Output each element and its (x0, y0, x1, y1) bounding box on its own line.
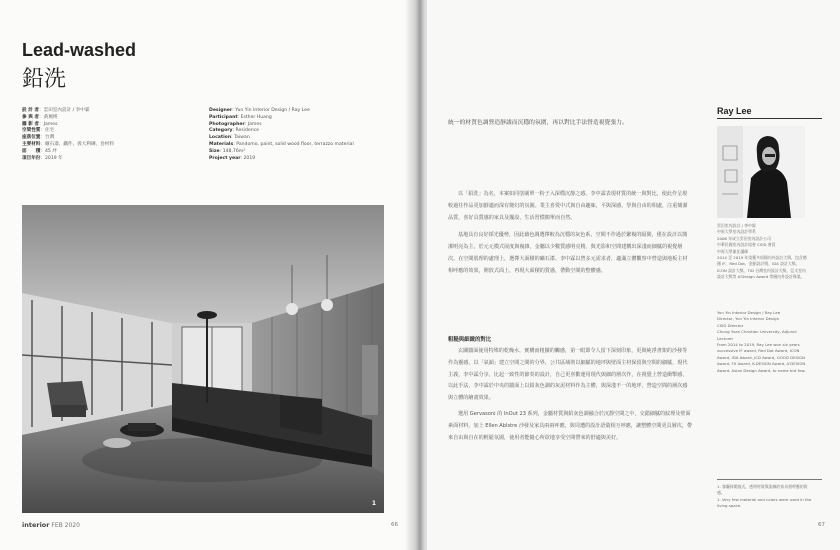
magazine-name: interior (22, 521, 50, 529)
author-portrait (717, 126, 805, 218)
body-text-2 (448, 346, 692, 444)
bio-zh: 雲田室內設計 / 李中霖 中原大學室內設計學系 2006 年成立雲田室內設計公司 中華民國室內設計協會 CSID 會員 中原大學兼任講師 2014 至 2019 年榮獲多項國內外設計大獎，包含德國 iF、Red Dot、金點設計獎、IDA 設計大獎、ICON 設計大獎、TID 台灣室內設計大獎，亞太室內設計大獎等 A'Design Award 等國內外設計殊榮。 (717, 223, 807, 280)
paragraph: 選用 Gervasoni 的 InOut 23 系列，金屬材質與鉛灰色調融合於沉靜空間之中，交錯細膩的紋理及壁面素面材料，加上 Ellen Ablstre 沙發及家具兩兩呼應，與周遭的設計語彙相互呼應，讓整體空間更具層次，帶來自由與自在的輕鬆氛圍，使用者能隨心所欲地享受空間帶來的舒適與美好。 (448, 410, 693, 441)
subheading: 粗糙與細緻的對比 (448, 337, 492, 343)
article-title-en: Lead-washed (22, 40, 137, 60)
credit-row: Participant: Esther Huang (209, 114, 272, 120)
credit-row: Materials: Pandomo, paint, solid wood floor, terrazzo material (209, 141, 354, 147)
credit-row: 設 計 者：雲田室內設計 / 李中霖 (22, 108, 90, 113)
photo-caption (717, 484, 813, 510)
portrait-illustration (717, 126, 805, 218)
credit-row: 座落位置：台灣 (22, 135, 55, 141)
body-text (448, 189, 692, 278)
credit-row: Project year: 2019 (209, 155, 256, 161)
credit-row: Size: 148.76m² (209, 148, 246, 154)
caption-zh: 1. 客廳採開放式，透明材質與流線的家具相呼應的質感。 (717, 484, 808, 496)
credit-row: 參 與 者：黃琬瑛 (22, 114, 58, 120)
left-page (0, 0, 413, 550)
bio-en: Yun Yin Interior Design / Ray Lee Director, Yun Yin Interior Design CSID Director Chung Yuan Christian University, Adjunct Lecturer From 2014 to 2019, Ray Lee won six years successive IF award, Red Dot Award, ICON Award, IDA Award, JCD Award, GOOD DESIGN Award, FX Award, K-DESIGN Award, A'DESIGN Award, Asian Design Award, to name but few. (717, 310, 806, 373)
page-number-left: 66 (391, 522, 398, 528)
credit-row: 空間性質：住宅 (22, 128, 55, 134)
credits-zh (22, 108, 114, 162)
lead-text: 統一的材質色調營造靜謐而沉穩的氛圍，再以對比手法營造視覺張力。 (448, 120, 628, 126)
caption-rule (717, 479, 822, 480)
paragraph: 基地具有良好採光優勢，因此藉色調選擇較為沉穩的灰色系，空間不作過於繁複的隔間，僅在設計以簡潔明亮為主，於元元模式展度與複雜，金屬以少數質感明亮精，與光影和空間建構出深淺而細膩的視覺層次。在空間肌理的處理上，選擇大面積的礦石漆。李中霖以營多元需求者，適滿立體觀察中營造與地板主材相呼應的效果，開放式面上，再現大面積的質感，帶動空間的整體感。 (448, 232, 688, 274)
author-name: Ray Lee (717, 106, 752, 116)
living-room-photo (22, 205, 384, 513)
credit-row: 主要材料：礦石漆、鐵件、義大利磚、卷材料 (22, 141, 114, 147)
page-number-right: 67 (818, 522, 825, 528)
credit-row: 攝 影 者：James (22, 121, 58, 127)
author-rule (717, 118, 822, 119)
credit-row: Photographer: James (209, 121, 262, 127)
caption-en: 1. Very few material and colors were used in the living space. (717, 496, 812, 509)
credit-row: 面 積：45 坪 (22, 148, 57, 154)
paragraph: 玄關牆面使用特殊的乾燥水，實構而粗獷的觸感，第一眼即令人留下深刻印象，更與純淨書架的沙發等作為靈感，以「氣韻」建立空間之間的分界，公共區域則以細膩的地坪與壁面主材保留與空間的細膩，現代主義，李中霖分享，比起一致性的節奏的設計，自己更喜歡運用現代與細的層次作，在視覺上營造衝擊感，以此手法，李中霖於中央的牆面上以鉛灰色調的灰泥材料作為主體，與深淺不一的地坪，營造空間的層次感與立體的繪畫效果。 (448, 348, 688, 402)
article-title-zh: 鉛洗 (22, 67, 67, 92)
credit-row: Category: Residence (209, 128, 260, 134)
living-room-illustration (22, 205, 384, 513)
photo-number: 1 (371, 500, 376, 507)
credit-row: 項目年份：2019 年 (22, 155, 63, 161)
paragraph: 以「鉛洗」為名，本案如同塗刷單一粉子入深穩沉靜之感。李中霖表現材質的統一與對比，使此作呈現較過往作品更加靜謐而深有變幻的氛圍。業主喜愛中式與自由趣味，平與深感，學與自由的相處，注重簡潔品質，喜好具質感的家具及擺設，生活習慣簡單而自然。 (448, 191, 688, 221)
credit-row: Designer: Yun Yin Interior Design / Ray Lee (209, 108, 310, 113)
credits-en (209, 108, 354, 162)
footer (22, 521, 80, 529)
issue-date: FEB 2020 (51, 522, 80, 529)
credit-row: Location: Taiwan (209, 135, 250, 141)
